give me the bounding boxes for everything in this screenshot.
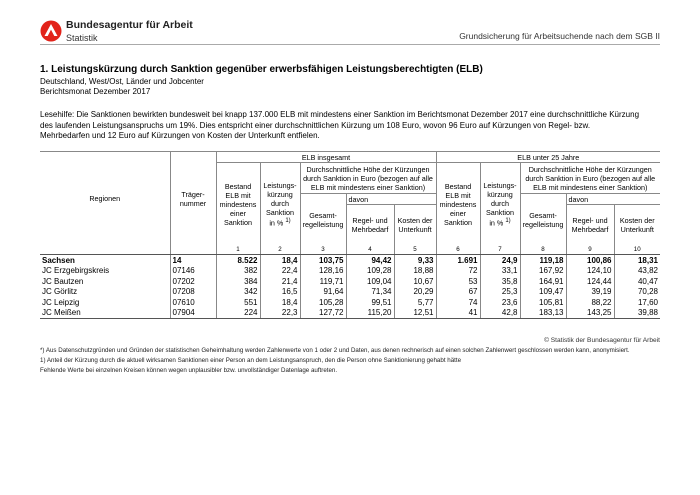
header-kosten-2: Kosten der Unterkunft [614, 205, 660, 246]
footnote: 1) Anteil der Kürzung durch die aktuell wirksamen Sanktionen einer Person an dem Leistungsanspruch, den die Person ohne Sanktionierung gehabt hätte [40, 357, 462, 364]
table-row [40, 287, 660, 298]
cell-c7: 24,9 [480, 255, 520, 266]
header-gesamt-2: Gesamt-regelleistung [520, 194, 566, 246]
cell-c4: 115,20 [346, 308, 394, 319]
header-subtitle: Grundsicherung für Arbeitsuchende nach dem SGB II [459, 31, 660, 41]
header-regel-1: Regel- und Mehrbedarf [346, 205, 394, 246]
cell-c7: 33,1 [480, 266, 520, 277]
cell-c7: 23,6 [480, 297, 520, 308]
table-row [40, 276, 660, 287]
col-number: 1 [216, 245, 260, 255]
cell-c9: 124,10 [566, 266, 614, 277]
cell-c2: 18,4 [260, 255, 300, 266]
cell-region: JC Meißen [40, 308, 170, 319]
header-kuerzung-2: Leistungs-kürzung durch Sanktion in % $^{1)}$ [480, 163, 520, 246]
header-davon-1: davon [346, 194, 436, 205]
cell-c8: 183,13 [520, 308, 566, 319]
meta-region: Deutschland, West/Ost, Länder und Jobcenter [40, 77, 204, 86]
cell-nr: 07904 [170, 308, 216, 319]
cell-c7: 25,3 [480, 287, 520, 298]
cell-region: JC Erzgebirgskreis [42, 266, 110, 276]
cell-c10: 18,31 [614, 255, 660, 266]
col-number: 8 [520, 245, 566, 255]
cell-region: JC Görlitz [42, 287, 78, 297]
table-row [40, 297, 660, 308]
cell-c2: 22,3 [260, 308, 300, 319]
header-bestand-2: Bestand ELB mit mindestens einer Sanktion [436, 163, 480, 246]
header-regel-2: Regel- und Mehrbedarf [566, 205, 614, 246]
cell-c10: 17,60 [614, 297, 660, 308]
col-number: 4 [346, 245, 394, 255]
footnote: *) Aus Datenschutzgründen und Gründen der statistischen Geheimhaltung werden Zahlenwerte von 1 oder 2 und Daten, aus denen rechnerisch auf einen solchen Zahlenwert geschlossen werden kann, anonymisiert. [40, 347, 630, 354]
cell-c3: 105,28 [300, 297, 346, 308]
table-row [40, 308, 660, 319]
header-elb-u25: ELB unter 25 Jahre [436, 152, 660, 163]
cell-c8: 164,91 [520, 276, 566, 287]
cell-c8: 105,81 [520, 297, 566, 308]
col-number: 2 [260, 245, 300, 255]
header-bestand-1: Bestand ELB mit mindestens einer Sanktion [216, 163, 260, 246]
header-elb-insgesamt: ELB insgesamt [216, 152, 436, 163]
col-number: 3 [300, 245, 346, 255]
cell-c5: 18,88 [394, 266, 436, 277]
cell-c3: 128,16 [300, 266, 346, 277]
cell-c6: 1.691 [436, 255, 480, 266]
logo-sub: Statistik [66, 32, 98, 43]
header-kosten-1: Kosten der Unterkunft [394, 205, 436, 246]
header-kuerzung-1: Leistungs-kürzung durch Sanktion in % $^{1)}$ [260, 163, 300, 246]
header-gesamt-1: Gesamt-regelleistung [300, 194, 346, 246]
meta-block [40, 77, 204, 97]
cell-c10: 39,88 [614, 308, 660, 319]
header-durchschnitt-2: Durchschnittliche Höhe der Kürzungen durch Sanktion in Euro (bezogen auf alle ELB mit mindestens einer Sanktion) [520, 163, 660, 194]
cell-c4: 94,42 [346, 255, 394, 266]
cell-c2: 16,5 [260, 287, 300, 298]
col-number: 7 [480, 245, 520, 255]
col-number: 6 [436, 245, 480, 255]
table-row [40, 266, 660, 277]
col-number: 5 [394, 245, 436, 255]
cell-c8: 167,92 [520, 266, 566, 277]
cell-c4: 71,34 [346, 287, 394, 298]
footnote: Fehlende Werte bei einzelnen Kreisen können wegen unplausibler bzw. unvollständiger Datenlage auftreten. [40, 367, 338, 374]
cell-region: JC Leipzig [42, 297, 80, 307]
ba-logo-icon [40, 20, 62, 42]
table-body [40, 255, 660, 319]
header-regionen: Regionen [40, 152, 170, 246]
cell-c8: 119,18 [520, 255, 566, 266]
page-title: 1. Leistungskürzung durch Sanktion gegenüber erwerbsfähigen Leistungsberechtigten (ELB) [40, 64, 483, 75]
cell-c9: 124,44 [566, 276, 614, 287]
cell-c2: 18,4 [260, 297, 300, 308]
cell-c2: 21,4 [260, 276, 300, 287]
cell-nr: 07610 [170, 297, 216, 308]
cell-c2: 22,4 [260, 266, 300, 277]
header-traegernummer: Träger-nummer [170, 152, 216, 246]
cell-c6: 74 [436, 297, 480, 308]
cell-c6: 53 [436, 276, 480, 287]
cell-nr: 07202 [170, 276, 216, 287]
cell-c9: 100,86 [566, 255, 614, 266]
col-number: 10 [614, 245, 660, 255]
cell-region: JC Bautzen [42, 276, 84, 286]
cell-nr: 07208 [170, 287, 216, 298]
table-row [40, 255, 660, 266]
cell-c4: 109,28 [346, 266, 394, 277]
cell-c4: 99,51 [346, 297, 394, 308]
cell-c6: 72 [436, 266, 480, 277]
col-number: 9 [566, 245, 614, 255]
meta-month: Berichtsmonat Dezember 2017 [40, 87, 151, 96]
cell-c1: 8.522 [216, 255, 260, 266]
cell-c6: 41 [436, 308, 480, 319]
header-davon-2: davon [566, 194, 660, 205]
cell-c3: 119,71 [300, 276, 346, 287]
cell-region: Sachsen [42, 255, 75, 265]
cell-c1: 342 [216, 287, 260, 298]
cell-c10: 43,82 [614, 266, 660, 277]
cell-c3: 103,75 [300, 255, 346, 266]
cell-nr: 14 [170, 255, 216, 266]
cell-c5: 12,51 [394, 308, 436, 319]
cell-c10: 70,28 [614, 287, 660, 298]
cell-c1: 224 [216, 308, 260, 319]
cell-c5: 20,29 [394, 287, 436, 298]
cell-c1: 382 [216, 266, 260, 277]
cell-c5: 5,77 [394, 297, 436, 308]
data-table [40, 151, 660, 319]
logo-name: Bundesagentur für Arbeit [66, 19, 193, 31]
logo [40, 20, 193, 43]
header-divider [40, 44, 660, 45]
cell-c10: 40,47 [614, 276, 660, 287]
cell-c1: 384 [216, 276, 260, 287]
header-durchschnitt-1: Durchschnittliche Höhe der Kürzungen durch Sanktion in Euro (bezogen auf alle ELB mit mindestens einer Sanktion) [300, 163, 436, 194]
cell-c3: 91,64 [300, 287, 346, 298]
cell-c9: 39,19 [566, 287, 614, 298]
cell-c7: 42,8 [480, 308, 520, 319]
cell-c9: 88,22 [566, 297, 614, 308]
cell-c6: 67 [436, 287, 480, 298]
cell-c5: 10,67 [394, 276, 436, 287]
copyright: © Statistik der Bundesagentur für Arbeit [544, 337, 660, 344]
cell-c1: 551 [216, 297, 260, 308]
cell-c4: 109,04 [346, 276, 394, 287]
intro-text: Lesehilfe: Die Sanktionen bewirkten bundesweit bei knapp 137.000 ELB mit mindestens einer Sanktion im Berichtsmonat Dezember 2017 eine durchschnittliche Kürzung des laufenden Leistungsanspruchs um 19%. Dies entspricht einer durchschnittlichen Kürzung um 108 Euro, wovon 96 Euro auf Kürzungen von Regel- bzw. Mehrbedarfen und 12 Euro auf Kürzungen von Kosten der Unterkunft entfielen. [40, 110, 640, 140]
cell-c9: 143,25 [566, 308, 614, 319]
cell-c5: 9,33 [394, 255, 436, 266]
cell-c3: 127,72 [300, 308, 346, 319]
footnotes [40, 346, 660, 376]
cell-nr: 07146 [170, 266, 216, 277]
cell-c8: 109,47 [520, 287, 566, 298]
cell-c7: 35,8 [480, 276, 520, 287]
